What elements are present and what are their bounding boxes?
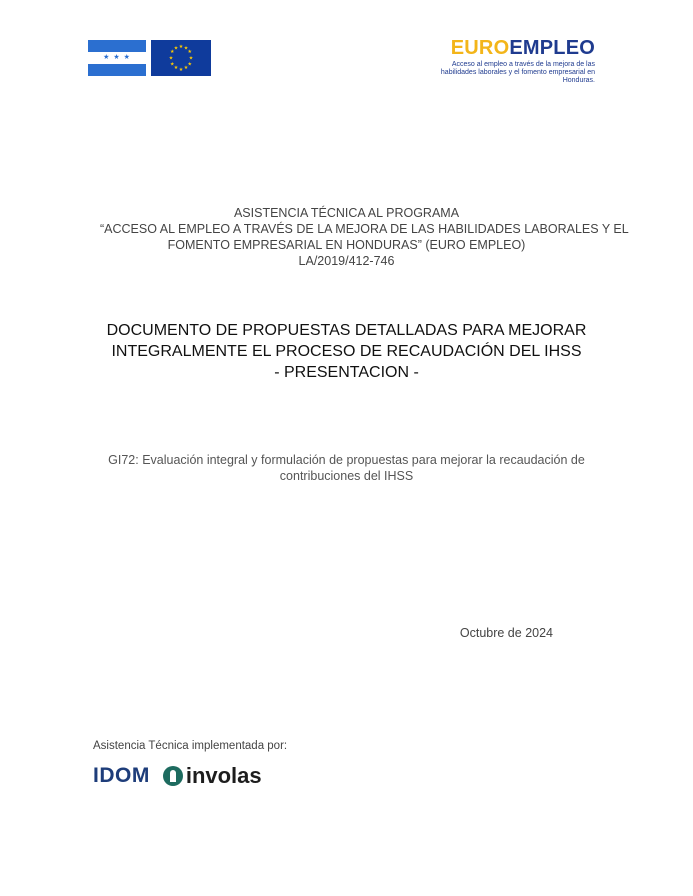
svg-text:★: ★	[170, 61, 175, 68]
flag-stars: ★ ★ ★	[103, 54, 131, 61]
involas-logo	[163, 763, 262, 789]
euro-text: EURO	[450, 37, 510, 59]
empleo-text: EMPLEO	[509, 37, 595, 59]
svg-text:★: ★	[168, 55, 174, 62]
svg-text:★: ★	[183, 65, 189, 71]
tagline-line-1: Acceso al empleo a través de la mejora de las	[451, 61, 595, 68]
title-line-3: - PRESENTACION -	[274, 364, 419, 381]
svg-text:★: ★	[178, 67, 184, 73]
document-title	[100, 320, 593, 383]
flag-bottom-band	[88, 64, 146, 76]
involas-mark-icon	[163, 766, 183, 786]
tagline-line-2: habilidades laborales y el fomento empresarial en Honduras.	[440, 69, 595, 84]
document-date: Octubre de 2024	[459, 626, 553, 640]
document-subtitle	[80, 452, 613, 484]
partner-logos	[93, 762, 262, 790]
svg-text:★: ★	[183, 45, 189, 52]
implemented-by-label: Asistencia Técnica implementada por:	[93, 740, 288, 752]
title-line-2: INTEGRALMENTE EL PROCESO DE RECAUDACIÓN DEL IHSS	[111, 343, 582, 360]
header-line-1: ASISTENCIA TÉCNICA AL PROGRAMA	[233, 206, 460, 220]
header-line-4: LA/2019/412-746	[298, 254, 395, 268]
svg-text:★: ★	[188, 55, 194, 62]
header-line-2: “ACCESO AL EMPLEO A TRAVÉS DE LA MEJORA DE LAS HABILIDADES LABORALES Y EL	[100, 222, 629, 236]
idom-logo: IDOM	[93, 764, 150, 787]
svg-text:★: ★	[173, 65, 179, 71]
eu-stars-icon	[151, 40, 211, 76]
flag-top-band	[88, 40, 146, 52]
header-line-3: FOMENTO EMPRESARIAL EN HONDURAS” (EURO EMPLEO)	[167, 238, 526, 252]
euroempleo-logo	[420, 37, 595, 85]
program-header	[100, 205, 629, 269]
subtitle-line-2: contribuciones del IHSS	[279, 469, 414, 483]
svg-text:★: ★	[178, 44, 184, 50]
honduras-flag	[88, 40, 146, 76]
svg-text:★: ★	[187, 49, 192, 55]
eu-flag	[151, 40, 211, 76]
svg-text:★: ★	[187, 61, 192, 68]
subtitle-line-1: GI72: Evaluación integral y formulación de propuestas para mejorar la recaudación de	[108, 453, 585, 467]
title-line-1: DOCUMENTO DE PROPUESTAS DETALLADAS PARA MEJORAR	[106, 322, 587, 339]
euroempleo-tagline	[420, 61, 595, 85]
svg-text:★: ★	[170, 49, 175, 55]
involas-text: involas	[185, 763, 262, 788]
euroempleo-wordmark	[420, 37, 595, 59]
svg-text:★: ★	[173, 45, 179, 52]
